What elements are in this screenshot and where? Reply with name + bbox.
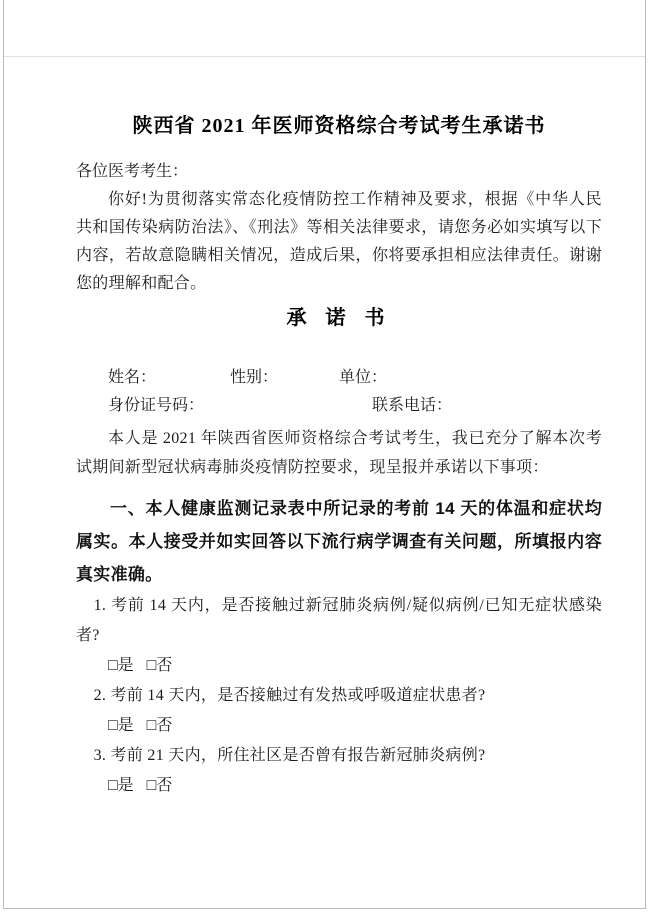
question-1-checkbox-no: □否 <box>146 657 173 674</box>
document-content <box>76 0 602 801</box>
fields-row-1 <box>76 364 602 392</box>
question-1-text: 1. 考前 14 天内，是否接触过新冠肺炎病例/疑似病例/已知无症状感染者? <box>76 597 602 644</box>
question-3-options <box>76 771 602 801</box>
salutation: 各位医考考生： <box>76 163 189 180</box>
question-2-checkbox-no: □否 <box>146 717 173 734</box>
question-3-checkbox-yes: □是 <box>108 777 134 794</box>
name-field-label: 姓名： <box>108 369 157 386</box>
phone-field-label: 联系电话： <box>372 397 453 414</box>
question-2-text: 2. 考前 14 天内，是否接触过有发热或呼吸道症状患者? <box>93 687 486 704</box>
gender-field-label: 性别： <box>230 369 279 386</box>
question-1 <box>76 591 602 681</box>
intro-paragraph: 你好!为贯彻落实常态化疫情防控工作精神及要求，根据《中华人民共和国传染病防治法》、《刑法》等相关法律要求，请您务必如实填写以下内容，若故意隐瞒相关情况，造成后果，你将要承担相应法律责任。谢谢您的理解和配合。 <box>76 191 602 292</box>
question-1-options <box>76 651 602 681</box>
question-1-checkbox-yes: □是 <box>108 657 134 674</box>
declaration-paragraph: 本人是 2021 年陕西省医师资格综合考试考生，我已充分了解本次考试期间新型冠状病毒肺炎疫情防控要求，现呈报并承诺以下事项： <box>76 430 602 476</box>
unit-field-label: 单位： <box>339 369 388 386</box>
document-title: 陕西省 2021 年医师资格综合考试考生承诺书 <box>132 115 546 137</box>
question-3 <box>76 741 602 801</box>
question-3-checkbox-no: □否 <box>146 777 173 794</box>
commitment-item-1: 一、本人健康监测记录表中所记录的考前 14 天的体温和症状均属实。本人接受并如实回答以下流行病学调查有关问题，所填报内容真实准确。 <box>76 499 602 584</box>
question-2-checkbox-yes: □是 <box>108 717 134 734</box>
question-3-text: 3. 考前 21 天内，所住社区是否曾有报告新冠肺炎病例? <box>93 747 486 764</box>
subtitle-commitment: 承 诺 书 <box>286 307 392 329</box>
question-2-options <box>76 711 602 741</box>
id-number-field-label: 身份证号码： <box>108 397 205 414</box>
question-2 <box>76 681 602 741</box>
fields-row-2 <box>76 392 602 420</box>
